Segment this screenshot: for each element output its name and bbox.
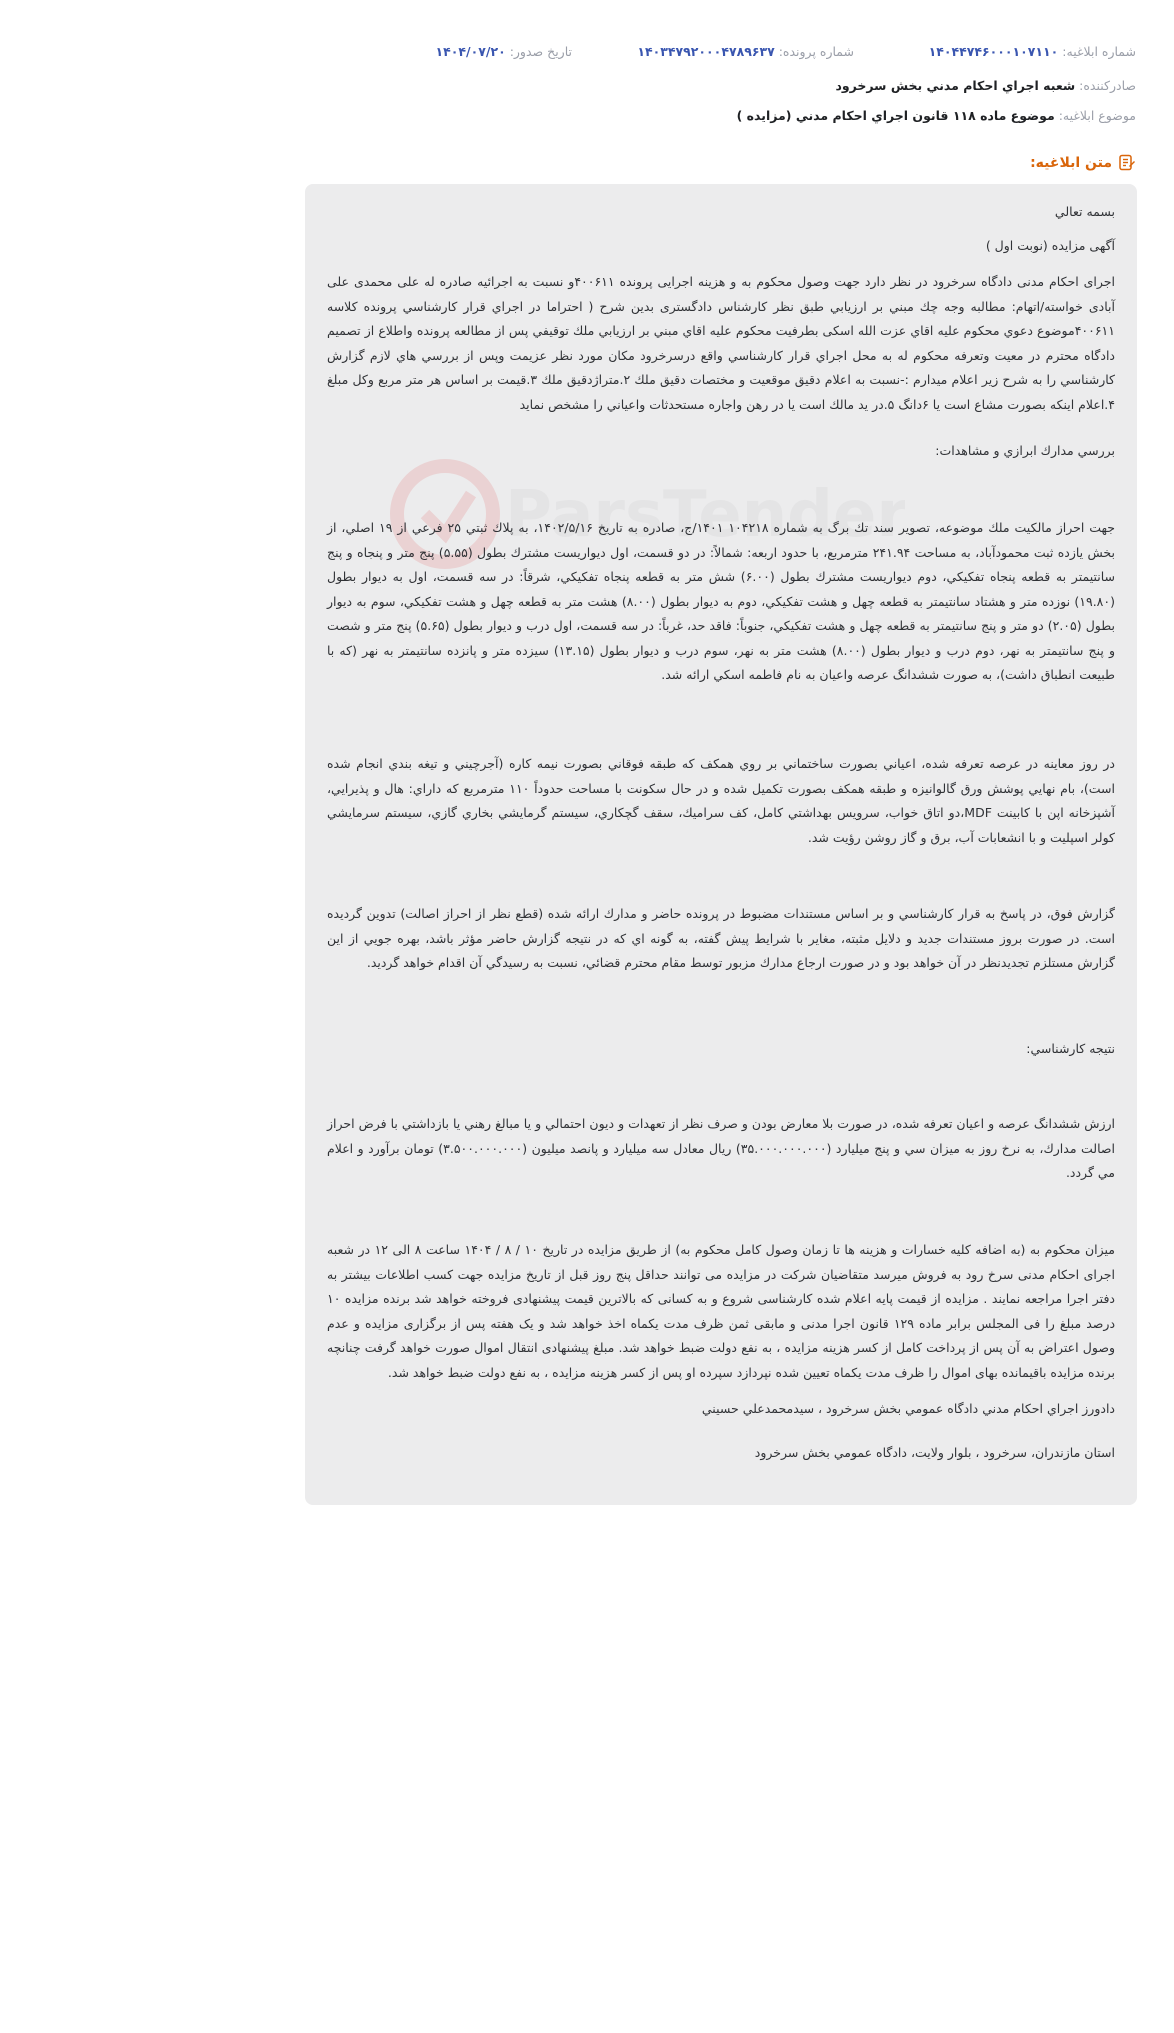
issue-date-label: تاریخ صدور: — [509, 44, 572, 59]
paragraph-basmala: بسمه تعالي — [1054, 204, 1115, 219]
paragraph-documents-heading: بررسي مدارك ابرازي و مشاهدات: — [935, 443, 1115, 458]
issuer-value: شعبه اجراي احكام مدني بخش سرخرود — [835, 78, 1076, 93]
notice-number — [929, 44, 1136, 59]
paragraph-ownership: جهت احراز مالكيت ملك موضوعه، تصوير سند تك برگ به شماره ۱۰۴۲۱۸ ۱۴۰۱/ج، صادره به تاريخ ۱۴۰۲/۵/۱۶، به پلاك ثبتي ۲۵ فرعي از ۱۹ اصلي، از بخش يازده ثبت محمودآباد، به مساحت ۲۴۱.۹۴ مترمربع، با حدود اربعه: شمالاً: در دو قسمت، اول ديواريست مشترك بطول (۵.۵۵) پنج متر و پنجاه و پنج سانتيمتر به قطعه پنجاه تفكيكي، دوم ديواريست مشترك بطول (۶.۰۰) شش متر به قطعه پنجاه تفكيكي، شرقاً: در سه قسمت، اول به ديوار بطول (۱۹.۸۰) نوزده متر و هشتاد سانتيمتر به قطعه چهل و هشت تفكيكي، دوم به ديوار بطول (۸.۰۰) هشت متر به قطعه چهل و هشت تفكيكي، سوم به ديوار بطول (۲.۰۵) دو متر و پنج سانتيمتر به قطعه چهل و هشت تفكيكي، جنوباً: فاقد حد، غرباً: در سه قسمت، اول درب و ديوار بطول (۵.۶۵) پنج متر و شصت و پنج سانتيمتر به نهر، دوم درب و ديوار بطول (۸.۰۰) هشت متر به نهر، سوم درب و ديوار بطول (۱۳.۱۵) سيزده متر و پانزده سانتيمتر به نهر (كه با طبيعت انطباق داشت)، به صورت ششدانگ عرصه واعيان به نام فاطمه اسكي ارائه شد. — [327, 520, 1116, 682]
paragraph-valuation: ارزش ششدانگ عرصه و اعيان تعرفه شده، در صورت بلا معارض بودن و صرف نظر از تعهدات و ديون احتمالي و يا مبالغ رهني يا بازداشتي با فرض احراز اصالت مدارك، به نرخ روز به ميزان سي و پنج ميليارد (۳۵.۰۰۰.۰۰۰.۰۰۰) ريال معادل سه ميليارد و پانصد ميليون (۳.۵۰۰.۰۰۰.۰۰۰) تومان برآورد و اعلام مي گردد. — [327, 1116, 1115, 1180]
meta-numbers-row — [306, 44, 1136, 62]
notice-heading — [1030, 154, 1136, 172]
case-number-label: شماره پرونده: — [778, 44, 854, 59]
notice-content — [305, 184, 1137, 1505]
issuer-row — [306, 78, 1136, 93]
notice-heading-label: متن ابلاغیه: — [1030, 155, 1112, 171]
paragraph-title: آگهی مزایده (نوبت اول ) — [985, 238, 1115, 253]
paragraph-address: استان مازندران، سرخرود ، بلوار ولايت، دادگاه عمومي بخش سرخرود — [754, 1445, 1115, 1460]
svg-text:ParsTender.com: ParsTender — [505, 478, 899, 552]
subject-row — [306, 108, 1136, 123]
paragraph-inspection: در روز معاينه در عرصه تعرفه شده، اعياني بصورت ساختماني بر روي همكف كه طبقه فوقاني بصورت نيمه كاره (آجرچيني و تيغه بندي انجام شده است)، بام نهايي پوشش ورق گالوانيزه و طبقه همكف بصورت تكميل شده و در حال سكونت با مساحت حدوداً ۱۱۰ مترمربع كه داراي: هال و پذيرايي، آشپزخانه اپن با كابينت MDF،دو اتاق خواب، سرويس بهداشتي كامل، كف سراميك، سقف گچكاري، سيستم گرمايشي بخاري گازي، سيستم سرمايشي كولر اسپليت و با انشعابات آب، برق و گاز روشن رؤيت شد. — [327, 756, 1115, 845]
document-icon — [1118, 154, 1136, 172]
issue-date-value: ۱۴۰۴/۰۷/۲۰ — [435, 44, 506, 59]
subject-label: موضوع ابلاغیه: — [1058, 108, 1136, 123]
issue-date — [436, 44, 572, 59]
paragraph-report: گزارش فوق، در پاسخ به قرار كارشناسي و بر اساس مستندات مضبوط در پرونده حاضر و مدارك ارائه شده (قطع نظر از احراز اصالت) تدوين گرديده است. در صورت بروز مستندات جديد و دلايل مثبته، مغاير با شرايط پيش گفته، به گونه اي كه در نتيجه گزارش حاضر مؤثر باشد، بهره جويي از اين گزارش مستلزم تجديدنظر در آن خواهد بود و در صورت ارجاع مدارك مزبور توسط مقام محترم قضائي، نسبت به رسيدگي آن اقدام خواهد گرديد. — [327, 906, 1115, 970]
subject-value: موضوع ماده ۱۱۸ قانون اجراي احكام مدني (مزايده ) — [736, 108, 1055, 123]
paragraph-intro: اجرای احکام مدنی دادگاه سرخرود در نظر دارد جهت وصول محکوم به و هزینه اجرایی پرونده ۴۰۰۶۱۱و نسبت به اجرائیه صادره له علی محمدی علی آبادی خواسته/اتهام: مطالبه وجه چك مبني بر ارزيابي طبق نظر كارشناس دادگستری بدین شرح ( احتراما در اجراي قرار كارشناسي پرونده كلاسه ۴۰۰۶۱۱موضوع دعوي محكوم عليه اقاي عزت الله اسکی بطرفيت محكوم عليه اقاي مبني بر ارزيابي ملك توقيفي پس از مطالعه پرونده واطلاع از تصميم دادگاه محترم در معيت وتعرفه محكوم له به محل اجراي قرار كارشناسي واقع درسرخرود مكان مورد نظر عزيمت وپس از بررسي هاي لازم گزارش كارشناسي را به شرح زير اعلام ميدارم :-نسبت به اعلام دقيق موقعيت و مختصات دقيق ملك ۲.متراژدقيق ملك ۳.قيمت بر اساس هر متر مربع وكل مبلغ ۴.اعلام اينكه بصورت مشاع است يا ۶دانگ ۵.در يد مالك است يا در رهن واجاره مستحدثات واعياني را مشخص نمايد — [327, 274, 1115, 412]
paragraph-bailiff: دادورز اجراي احكام مدني دادگاه عمومي بخش سرخرود ، سيدمحمدعلي حسيني — [701, 1401, 1115, 1416]
paragraph-result-heading: نتيجه كارشناسي: — [1026, 1041, 1115, 1056]
issuer-label: صادرکننده: — [1079, 78, 1136, 93]
case-number — [637, 44, 854, 59]
notice-page — [268, 0, 1174, 1568]
notice-number-value: ۱۴۰۴۴۷۴۶۰۰۰۱۰۷۱۱۰ — [928, 44, 1059, 59]
paragraph-auction-terms: میزان محکوم به (به اضافه کلیه خسارات و هزینه ها تا زمان وصول کامل محکوم به) از طریق مزایده در تاریخ ۱۰ / ۸ / ۱۴۰۴ ساعت ۸ الی ۱۲ در شعبه اجرای احکام مدنی سرخ رود به فروش میرسد متقاضیان شرکت در مزایده می توانند حداقل پنج روز قبل از تاریخ مزایده جهت کسب اطلاعات بیشتر به دفتر اجرا مراجعه نمایند . مزایده از قیمت پایه اعلام شده کارشناسی شروع و به کسانی که بالاترین قیمت پیشنهادی فروخته خواهد شد برنده مزایده ۱۰ درصد مبلغ را فی المجلس برابر ماده ۱۲۹ قانون اجرا مدنی و مابقی ثمن ظرف مدت یکماه اخذ خواهد شد و یک هفته پس از برگزاری مزایده و عدم وصول اعتراض به آن پس از پرداخت کامل از کسر هزینه مزایده ، به نفع دولت ضبط خواهد شد. مبلغ پیشنهادی انتقال اموال صورت خواهد گرفت چنانچه برنده مزایده باقیمانده بهای اموال را ظرف مدت یکماه تعیین شده نپردازد سپرده او پس از کسر هزینه مزایده ، به نفع دولت ضبط خواهد شد. — [327, 1242, 1116, 1380]
notice-number-label: شماره ابلاغیه: — [1062, 44, 1136, 59]
case-number-value: ۱۴۰۳۴۷۹۲۰۰۰۴۷۸۹۶۳۷ — [637, 44, 775, 59]
